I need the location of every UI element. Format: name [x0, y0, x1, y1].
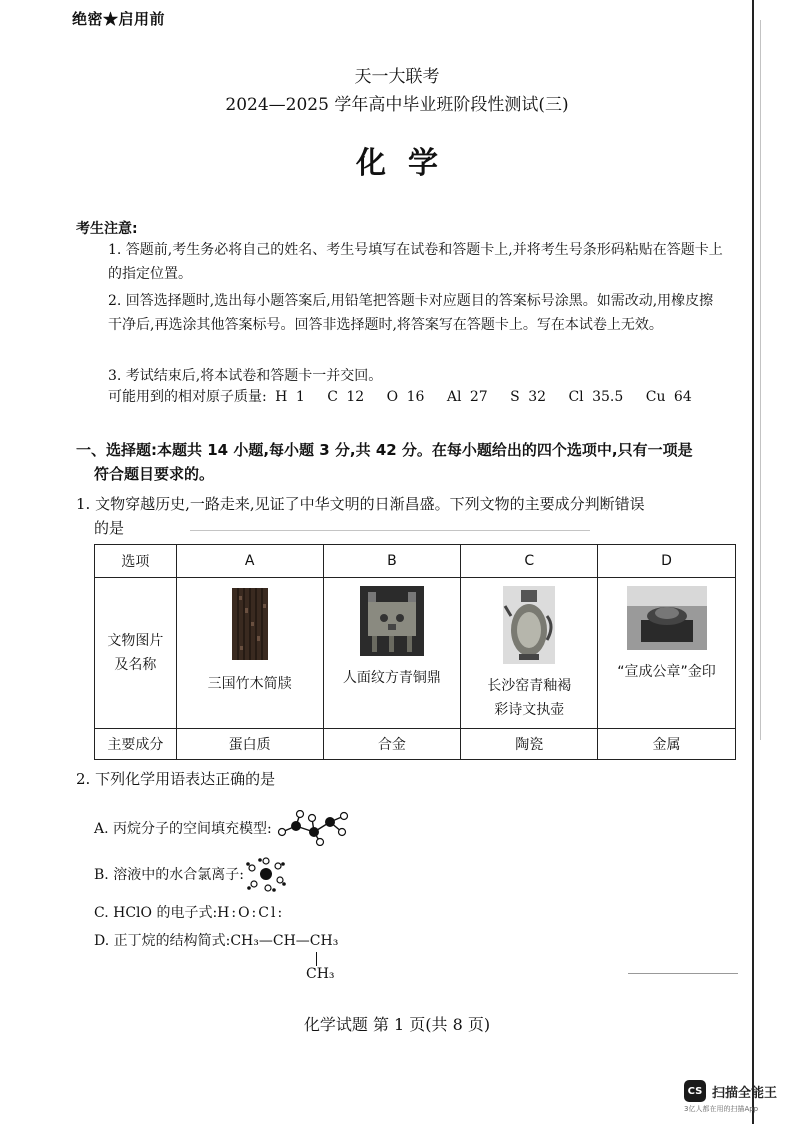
- atomic-masses-label: 可能用到的相对原子质量:: [108, 389, 267, 405]
- atom-cu: Cu 64: [645, 389, 692, 405]
- option-c-text: C. HClO 的电子式:: [94, 905, 218, 921]
- relic-c-name: [487, 674, 571, 722]
- exam-org: 天一大联考: [354, 67, 440, 87]
- propane-model-icon: [274, 810, 350, 846]
- section-heading: [76, 438, 736, 486]
- component-c: 陶瓷: [461, 729, 598, 760]
- question-2-option-c: [94, 902, 284, 922]
- relic-label-line1: 文物图片: [107, 633, 164, 649]
- question-1-stem: [76, 492, 736, 540]
- gold-seal-image: [627, 586, 707, 650]
- question-2-option-a: [94, 810, 350, 846]
- relic-c-cell: [461, 578, 598, 729]
- relic-b-name: 人面纹方青铜鼎: [342, 670, 441, 686]
- component-b: 合金: [323, 729, 461, 760]
- scan-artifact-line: [190, 530, 590, 531]
- atom-cl: Cl 35.5: [568, 389, 624, 405]
- subject-title: 化学: [356, 146, 460, 181]
- page-edge-shadow: [760, 20, 761, 740]
- scan-artifact-line-2: [628, 973, 738, 974]
- exam-name: 2024—2025 学年高中毕业班阶段性测试(三): [225, 95, 569, 115]
- bronze-ding-image: [360, 586, 424, 656]
- atom-h: H 1: [275, 389, 305, 405]
- relic-label-line2: 及名称: [114, 657, 157, 673]
- section-heading-line2: 符合题目要求的。: [94, 465, 215, 483]
- question-1-line1: 1. 文物穿越历史,一路走来,见证了中华文明的日渐昌盛。下列文物的主要成分判断错误: [76, 495, 645, 513]
- option-b-header: B: [323, 545, 461, 578]
- relics-table: [94, 544, 736, 760]
- atom-o: O 16: [386, 389, 425, 405]
- ewer-image: [503, 586, 555, 664]
- notice-item-1: 1. 答题前,考生务必将自己的姓名、考生号填写在试卷和答题卡上,并将考生号条形码粘贴在答题卡上的指定位置。: [108, 242, 723, 282]
- relic-a-name: 三国竹木简牍: [207, 676, 292, 692]
- header-label-cell: 选项: [95, 545, 177, 578]
- component-label-cell: 主要成分: [95, 729, 177, 760]
- notice-item-3: 3. 考试结束后,将本试卷和答题卡一并交回。: [108, 368, 383, 384]
- atomic-masses: [108, 386, 706, 406]
- question-2-stem: 2. 下列化学用语表达正确的是: [76, 770, 276, 788]
- option-d-text: D. 正丁烷的结构简式:: [94, 933, 231, 949]
- notice-title: 考生注意:: [76, 221, 138, 237]
- scanner-watermark: [684, 1080, 777, 1102]
- component-d: 金属: [598, 729, 736, 760]
- option-b-text: B. 溶液中的水合氯离子:: [94, 867, 244, 883]
- butane-main-chain: CH₃—CH—CH₃: [230, 933, 339, 949]
- option-a-text: A. 丙烷分子的空间填充模型:: [94, 821, 272, 837]
- scanner-slogan: 3亿人都在用的扫描App: [684, 1105, 759, 1113]
- atom-c: C 12: [327, 389, 365, 405]
- relic-d-cell: [598, 578, 736, 729]
- notice-item-2: 2. 回答选择题时,选出每小题答案后,用铅笔把答题卡对应题目的答案标号涂黑。如需改动,用橡皮擦干净后,再选涂其他答案标号。回答非选择题时,将答案写在答题卡上。写在本试卷上无效。: [108, 293, 714, 333]
- relic-d-name: “宣成公章”金印: [617, 664, 716, 680]
- relic-b-cell: [323, 578, 461, 729]
- page-footer: 化学试题 第 1 页(共 8 页): [303, 1015, 491, 1034]
- relic-c-name-line2: 彩诗文执壶: [494, 702, 565, 718]
- question-1-line2: 的是: [94, 519, 125, 537]
- scanner-name: 扫描全能王: [712, 1085, 778, 1101]
- hclo-electron-formula: H:O:Cl:: [217, 905, 285, 921]
- option-a-header: A: [176, 545, 323, 578]
- butane-branch-group: CH₃: [306, 966, 335, 982]
- atom-s: S 32: [510, 389, 547, 405]
- bamboo-slips-image: [230, 586, 270, 662]
- secret-label: 绝密★启用前: [72, 10, 166, 28]
- option-c-header: C: [461, 545, 598, 578]
- option-d-header: D: [598, 545, 736, 578]
- butane-branch-bond: [316, 952, 317, 966]
- section-heading-line1: 一、选择题:本题共 14 小题,每小题 3 分,共 42 分。在每小题给出的四个选项中,只有一项是: [76, 441, 693, 459]
- relic-a-cell: [176, 578, 323, 729]
- scanner-logo: CS: [684, 1080, 706, 1102]
- atom-al: Al 27: [446, 389, 488, 405]
- component-a: 蛋白质: [176, 729, 323, 760]
- relic-c-name-line1: 长沙窑青釉褐: [487, 678, 572, 694]
- question-2-option-d: [94, 930, 338, 984]
- question-2-option-b: [94, 856, 286, 892]
- hydrated-chloride-icon: [246, 856, 286, 892]
- relic-label-cell: [95, 578, 177, 729]
